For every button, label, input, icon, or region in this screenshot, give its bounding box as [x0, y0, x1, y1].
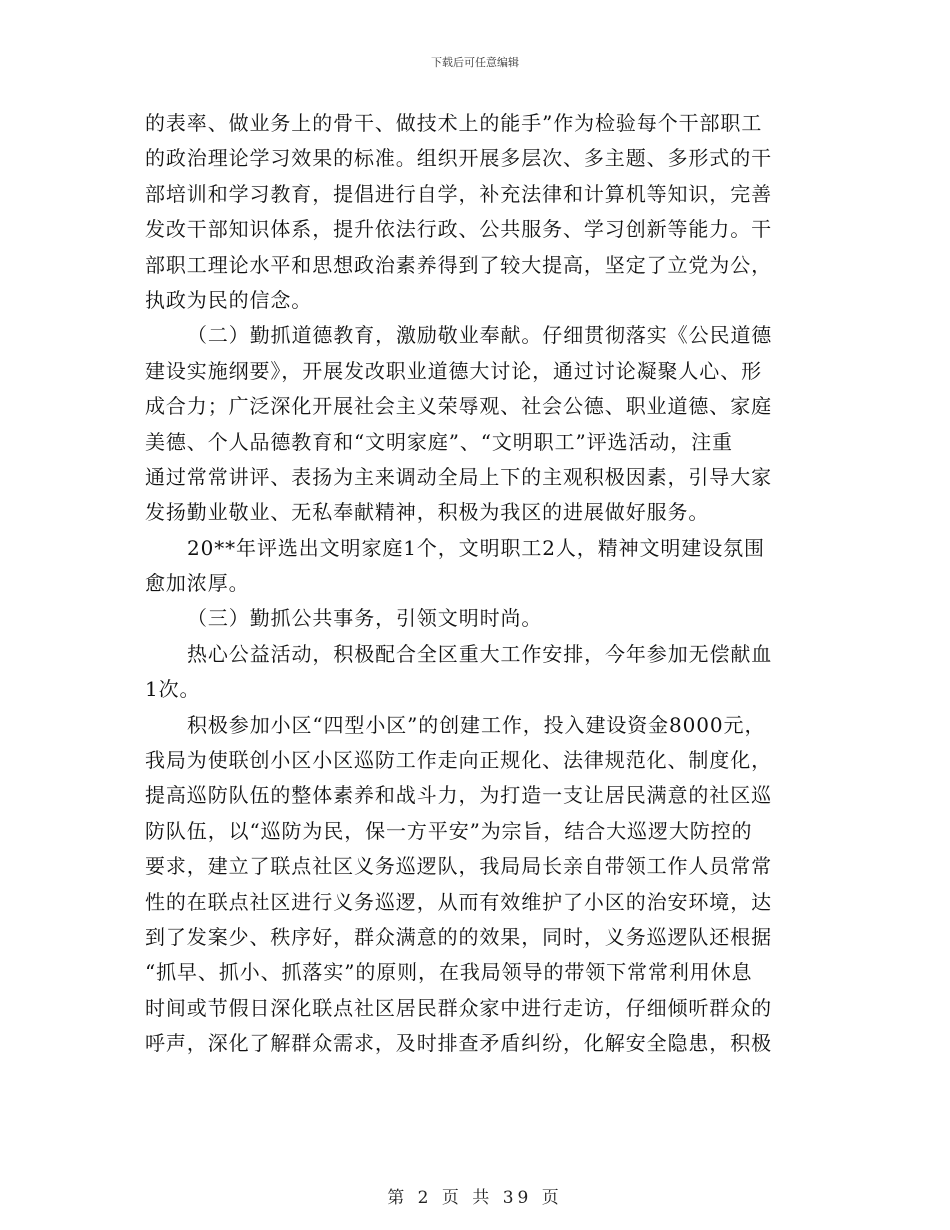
text-line: （二）勤抓道德教育，激励敬业奉献。仔细贯彻落实《公民道德: [187, 323, 773, 348]
text-line: 建设实施纲要》，开展发改职业道德大讨论，通过讨论凝聚人心、形: [145, 358, 762, 383]
text-line: 热心公益活动，积极配合全区重大工作安排，今年参加无偿献血: [187, 641, 773, 666]
text-line: “抓早、抓小、抓落实”的原则，在我局领导的带领下常常利用休息: [145, 960, 753, 985]
text-line: 防队伍，以“巡防为民，保一方平安”为宗旨，结合大巡逻大防控的: [145, 818, 753, 843]
page-header: 下载后可任意编辑: [431, 56, 519, 69]
text-line: 通过常常讲评、表扬为主来调动全局上下的主观积极因素，引导大家: [145, 464, 772, 489]
page-footer: 第 2 页 共 39 页: [387, 1188, 563, 1208]
text-line: 性的在联点社区进行义务巡逻，从而有效维护了小区的治安环境，达: [145, 889, 772, 914]
text-line: 部培训和学习教育，提倡进行自学，补充法律和计算机等知识，完善: [145, 181, 772, 206]
text-line: 部职工理论水平和思想政治素养得到了较大提高，坚定了立党为公，: [145, 252, 772, 277]
text-line: 提高巡防队伍的整体素养和战斗力，为打造一支让居民满意的社区巡: [145, 783, 772, 808]
text-line: 时间或节假日深化联点社区居民群众家中进行走访，仔细倾听群众的: [145, 995, 772, 1020]
document-body: [145, 106, 805, 1062]
text-line: 20**年评选出文明家庭1个，文明职工2人，精神文明建设氛围: [187, 535, 765, 560]
text-line: 成合力；广泛深化开展社会主义荣辱观、社会公德、职业道德、家庭: [145, 394, 772, 419]
text-line: 执政为民的信念。: [145, 287, 313, 312]
text-line: 发扬勤业敬业、无私奉献精神，积极为我区的进展做好服务。: [145, 500, 710, 525]
text-line: 我局为使联创小区小区巡防工作走向正规化、法律规范化、制度化，: [145, 748, 772, 773]
text-line: 到了发案少、秩序好，群众满意的的效果，同时，义务巡逻队还根据: [145, 924, 772, 949]
text-line: 呼声，深化了解群众需求，及时排查矛盾纠纷，化解安全隐患，积极: [145, 1031, 772, 1056]
text-line: 的表率、做业务上的骨干、做技术上的能手”作为检验每个干部职工: [145, 111, 763, 135]
text-line: （三）勤抓公共事务，引领文明时尚。: [187, 606, 543, 631]
text-line: 积极参加小区“四型小区”的创建工作，投入建设资金8000元，: [187, 712, 766, 737]
text-line: 1次。: [145, 677, 201, 702]
text-line: 美德、个人品德教育和“文明家庭”、“文明职工”评选活动，注重: [145, 429, 733, 454]
text-line: 的政治理论学习效果的标准。组织开展多层次、多主题、多形式的干: [145, 146, 772, 171]
text-line: 发改干部知识体系，提升依法行政、公共服务、学习创新等能力。干: [145, 217, 772, 242]
text-line: 要求，建立了联点社区义务巡逻队，我局局长亲自带领工作人员常常: [145, 854, 772, 879]
text-line: 愈加浓厚。: [145, 571, 250, 596]
